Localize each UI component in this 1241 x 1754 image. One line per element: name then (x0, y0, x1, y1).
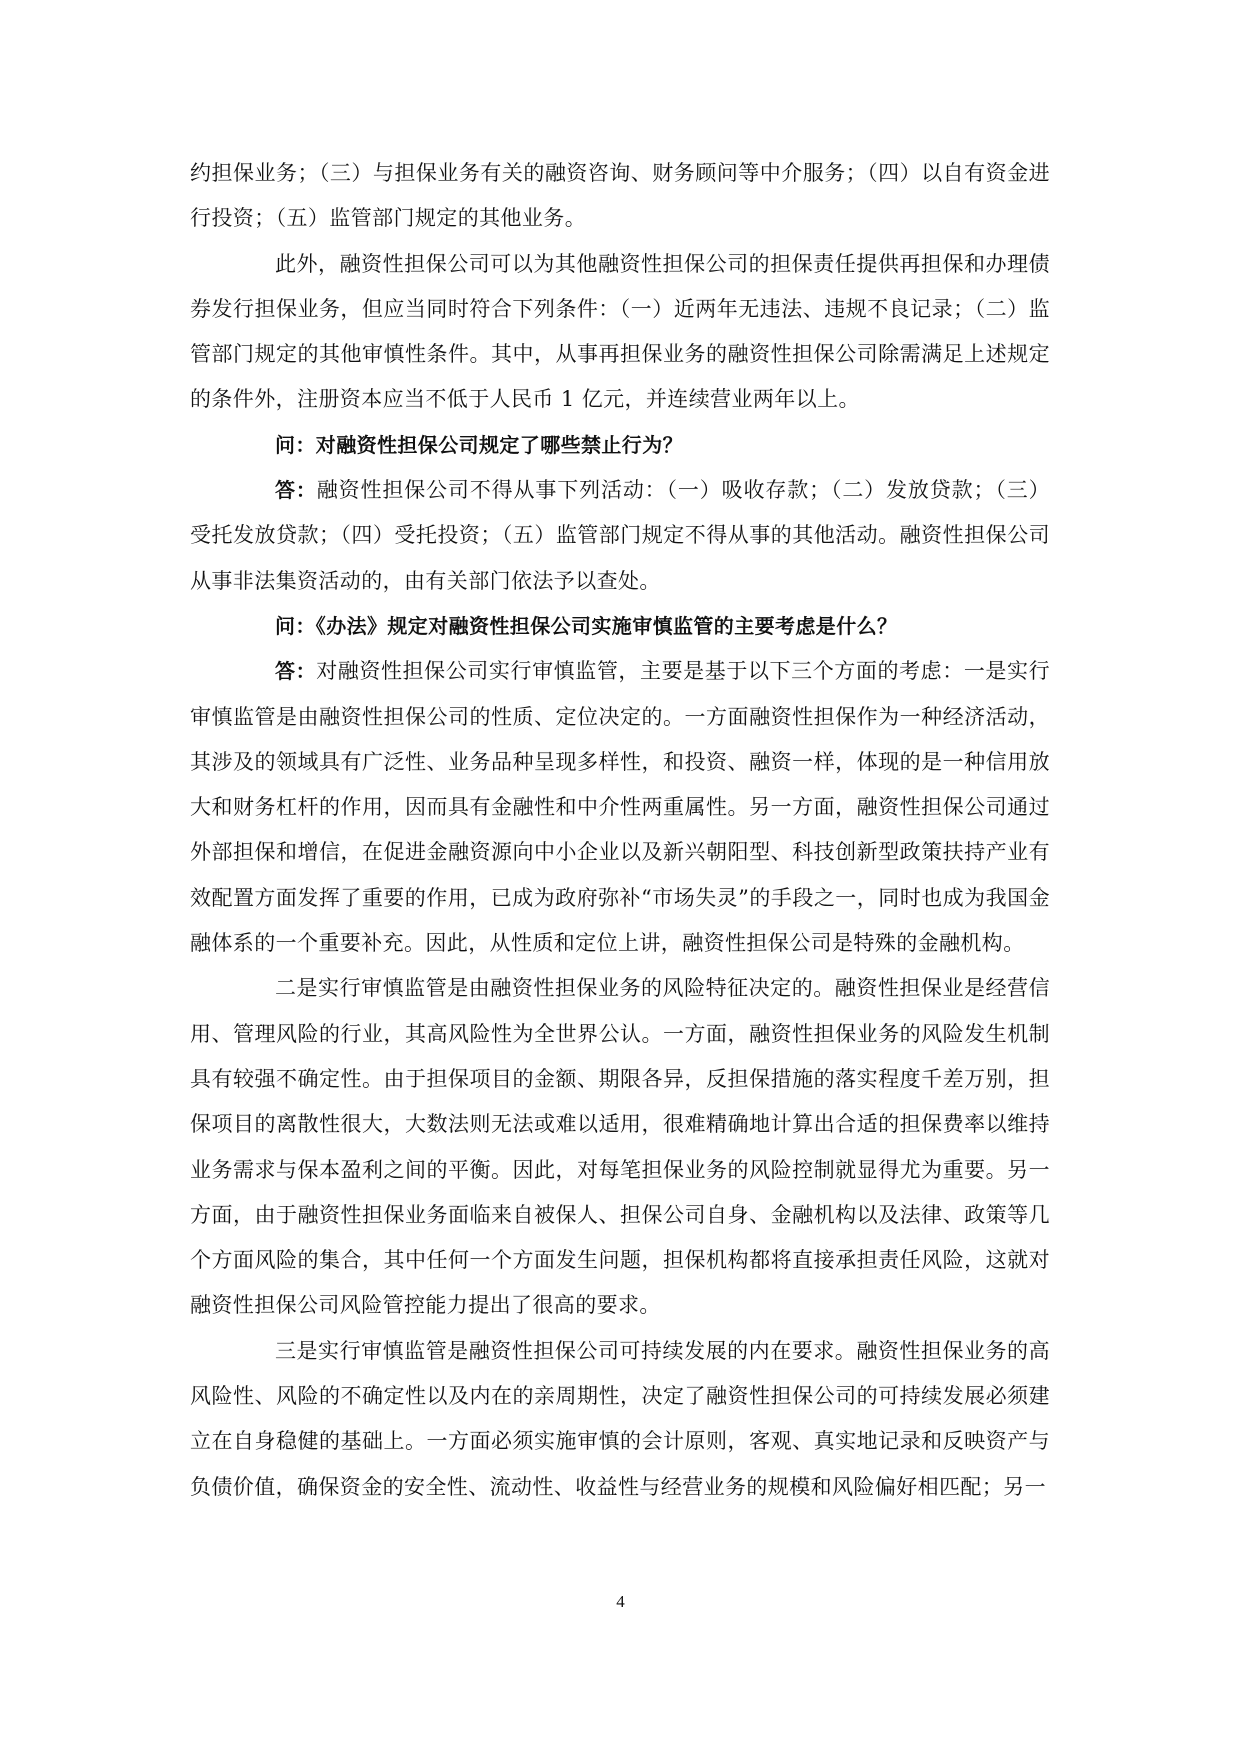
paragraph-risk-characteristics: 二是实行审慎监管是由融资性担保业务的风险特征决定的。融资性担保业是经营信用、管理风险的行业，其高风险性为全世界公认。一方面，融资性担保业务的风险发生机制具有较强不确定性。由于担保项目的金额、期限各异，反担保措施的落实程度千差万别，担保项目的离散性很大，大数法则无法或难以适用，很难精确地计算出合适的担保费率以维持业务需求与保本盈利之间的平衡。因此，对每笔担保业务的风险控制就显得尤为重要。另一方面，由于融资性担保业务面临来自被保人、担保公司自身、金融机构以及法律、政策等几个方面风险的集合，其中任何一个方面发生问题，担保机构都将直接承担责任风险，这就对融资性担保公司风险管控能力提出了很高的要求。 (190, 976, 1050, 1318)
answer-text: 对融资性担保公司实行审慎监管，主要是基于以下三个方面的考虑：一是实行审慎监管是由融资性担保公司的性质、定位决定的。一方面融资性担保作为一种经济活动，其涉及的领域具有广泛性、业务品种呈现多样性，和投资、融资一样，体现的是一种信用放大和财务杠杆的作用，因而具有金融性和中介性两重属性。另一方面，融资性担保公司通过外部担保和增信，在促进金融资源向中小企业以及新兴朝阳型、科技创新型政策扶持产业有效配置方面发挥了重要的作用，已成为政府弥补“市场失灵”的手段之一，同时也成为我国金融体系的一个重要补充。因此，从性质和定位上讲，融资性担保公司是特殊的金融机构。 (190, 659, 1050, 956)
answer-prohibited-acts (190, 468, 1050, 604)
answer-label: 答： (275, 659, 317, 684)
answer-label: 答： (275, 478, 317, 503)
question-prudential-supervision: 问：《办法》规定对融资性担保公司实施审慎监管的主要考虑是什么？ (275, 613, 898, 638)
answer-prudential-supervision (190, 649, 1050, 966)
page-number: 4 (616, 1592, 625, 1611)
question-prohibited-acts: 问：对融资性担保公司规定了哪些禁止行为？ (275, 432, 683, 457)
paragraph-sustainable-development: 三是实行审慎监管是融资性担保公司可持续发展的内在要求。融资性担保业务的高风险性、风险的不确定性以及内在的亲周期性，决定了融资性担保公司的可持续发展必须建立在自身稳健的基础上。一方面必须实施审慎的会计原则，客观、真实地记录和反映资产与负债价值，确保资金的安全性、流动性、收益性与经营业务的规模和风险偏好相匹配；另一 (190, 1338, 1050, 1499)
paragraph-continued: 约担保业务；（三）与担保业务有关的融资咨询、财务顾问等中介服务；（四）以自有资金进行投资；（五）监管部门规定的其他业务。 (190, 161, 1050, 231)
answer-text: 融资性担保公司不得从事下列活动：（一）吸收存款；（二）发放贷款；（三）受托发放贷款；（四）受托投资；（五）监管部门规定不得从事的其他活动。融资性担保公司从事非法集资活动的，由有关部门依法予以查处。 (190, 478, 1050, 593)
paragraph-reguarantee: 此外，融资性担保公司可以为其他融资性担保公司的担保责任提供再担保和办理债券发行担保业务，但应当同时符合下列条件：（一）近两年无违法、违规不良记录；（二）监管部门规定的其他审慎性条件。其中，从事再担保业务的融资性担保公司除需满足上述规定的条件外，注册资本应当不低于人民币 1 亿元，并连续营业两年以上。 (190, 251, 1050, 412)
body-text (190, 151, 1050, 1510)
